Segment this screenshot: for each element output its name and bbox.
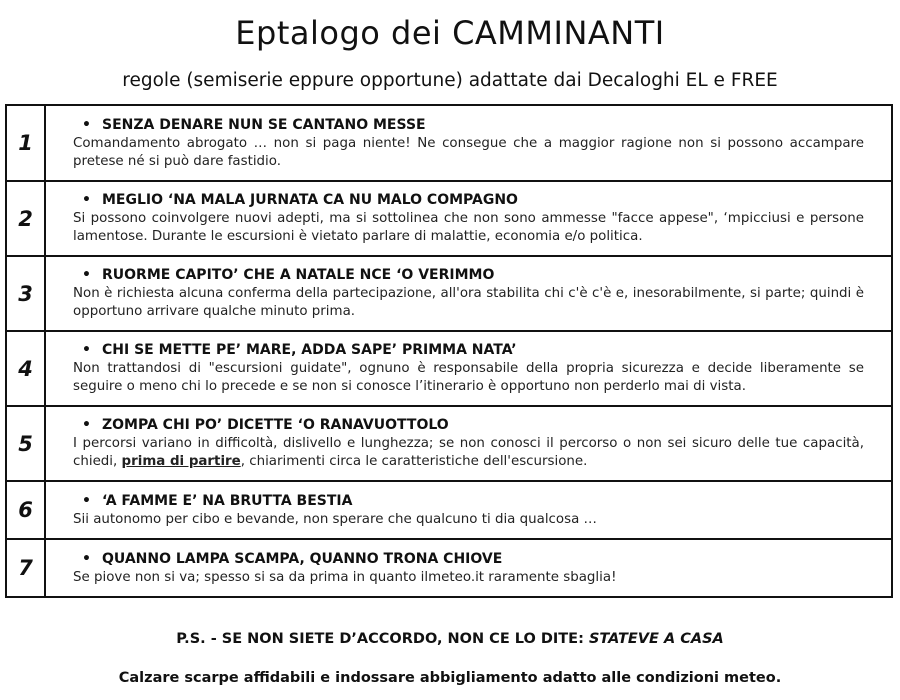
rule-body [45, 256, 892, 331]
postscript-italic: STATEVE A CASA [588, 631, 724, 647]
rule-heading [82, 266, 864, 285]
rule-row-2 [6, 181, 892, 256]
rule-body [45, 181, 892, 256]
rule-number: 6 [6, 481, 45, 539]
rule-text: Non trattandosi di "escursioni guidate", ognuno è responsabile della propria sicurezza e decide liberamente se seguire o meno chi lo precede e se non si conosce l’itinerario è opportuno non perderlo mai di vista. [73, 361, 864, 394]
rule-body [45, 331, 892, 406]
rule-heading-text: SENZA DENARE NUN SE CANTANO MESSE [102, 116, 426, 133]
rule-heading-text: CHI SE METTE PE’ MARE, ADDA SAPE’ PRIMMA NATA’ [102, 342, 517, 358]
rule-body [45, 406, 892, 481]
rule-number: 7 [6, 539, 45, 597]
bullet-icon: • [82, 192, 91, 208]
rules-table [5, 104, 893, 598]
rule-heading-text: QUANNO LAMPA SCAMPA, QUANNO TRONA CHIOVE [102, 550, 503, 567]
rule-number: 4 [6, 331, 45, 406]
document-title: Eptalogo dei CAMMINANTI [235, 14, 665, 52]
bullet-icon: • [82, 116, 91, 133]
rule-heading [82, 116, 864, 135]
rule-text [73, 435, 864, 471]
rule-heading-text: ZOMPA CHI PO’ DICETTE ‘O RANAVUOTTOLO [102, 417, 449, 433]
rule-text: Se piove non si va; spesso si sa da prima in quanto ilmeteo.it raramente sbaglia! [73, 569, 617, 585]
bullet-icon: • [82, 267, 91, 283]
rule-number: 3 [6, 256, 45, 331]
rule-row-6 [6, 481, 892, 539]
bullet-icon: • [82, 550, 91, 567]
rule-body [45, 481, 892, 539]
postscript [0, 631, 900, 647]
rule-heading-text: MEGLIO ‘NA MALA JURNATA CA NU MALO COMPAGNO [102, 192, 518, 208]
footer-note: Calzare scarpe affidabili e indossare abbigliamento adatto alle condizioni meteo. [118, 670, 782, 686]
rule-body [45, 105, 892, 181]
rule-text: Si possono coinvolgere nuovi adepti, ma si sottolinea che non sono ammesse "facce appese", ‘mpicciusi e persone lamentose. Durante le escursioni è vietato parlare di malattie, economia e/o politica. [73, 211, 864, 244]
rule-text: Comandamento abrogato … non si paga niente! Ne consegue che a maggior ragione non si possono accampare pretese né si può dare fastidio. [73, 135, 864, 169]
rule-text-part: , chiarimenti circa le caratteristiche dell'escursione. [240, 454, 588, 469]
rule-row-4 [6, 331, 892, 406]
rule-body [45, 539, 892, 597]
rule-row-1 [6, 105, 892, 181]
bullet-icon: • [82, 342, 91, 358]
bullet-icon: • [82, 492, 91, 509]
rule-text: Non è richiesta alcuna conferma della partecipazione, all'ora stabilita chi c'è c'è e, inesorabilmente, si parte; quindi è opportuno arrivare qualche minuto prima. [73, 286, 864, 319]
rule-row-7 [6, 539, 892, 597]
rule-heading [82, 191, 864, 210]
rule-heading [82, 492, 864, 511]
rule-number: 2 [6, 181, 45, 256]
rule-heading [82, 550, 864, 569]
rule-number: 5 [6, 406, 45, 481]
postscript-lead: P.S. - SE NON SIETE D’ACCORDO, NON CE LO DITE: [176, 631, 589, 647]
bullet-icon: • [82, 417, 91, 433]
rule-text-part: I percorsi variano in difficoltà, dislivello e lunghezza; se non conosci il percorso o non sei sicuro delle tue capacità, chiedi, [73, 436, 864, 469]
rule-row-3 [6, 256, 892, 331]
rule-text-emphasis: prima di partire [121, 454, 241, 469]
rule-heading [82, 341, 864, 360]
rule-heading-text: ‘A FAMME E’ NA BRUTTA BESTIA [102, 492, 353, 509]
document-subtitle: regole (semiserie eppure opportune) adattate dai Decaloghi EL e FREE [122, 70, 778, 91]
rule-text: Sii autonomo per cibo e bevande, non sperare che qualcuno ti dia qualcosa … [73, 511, 597, 527]
rule-row-5 [6, 406, 892, 481]
rule-heading [82, 416, 864, 435]
rule-heading-text: RUORME CAPITO’ CHE A NATALE NCE ‘O VERIMMO [102, 267, 495, 283]
rule-number: 1 [6, 105, 45, 181]
